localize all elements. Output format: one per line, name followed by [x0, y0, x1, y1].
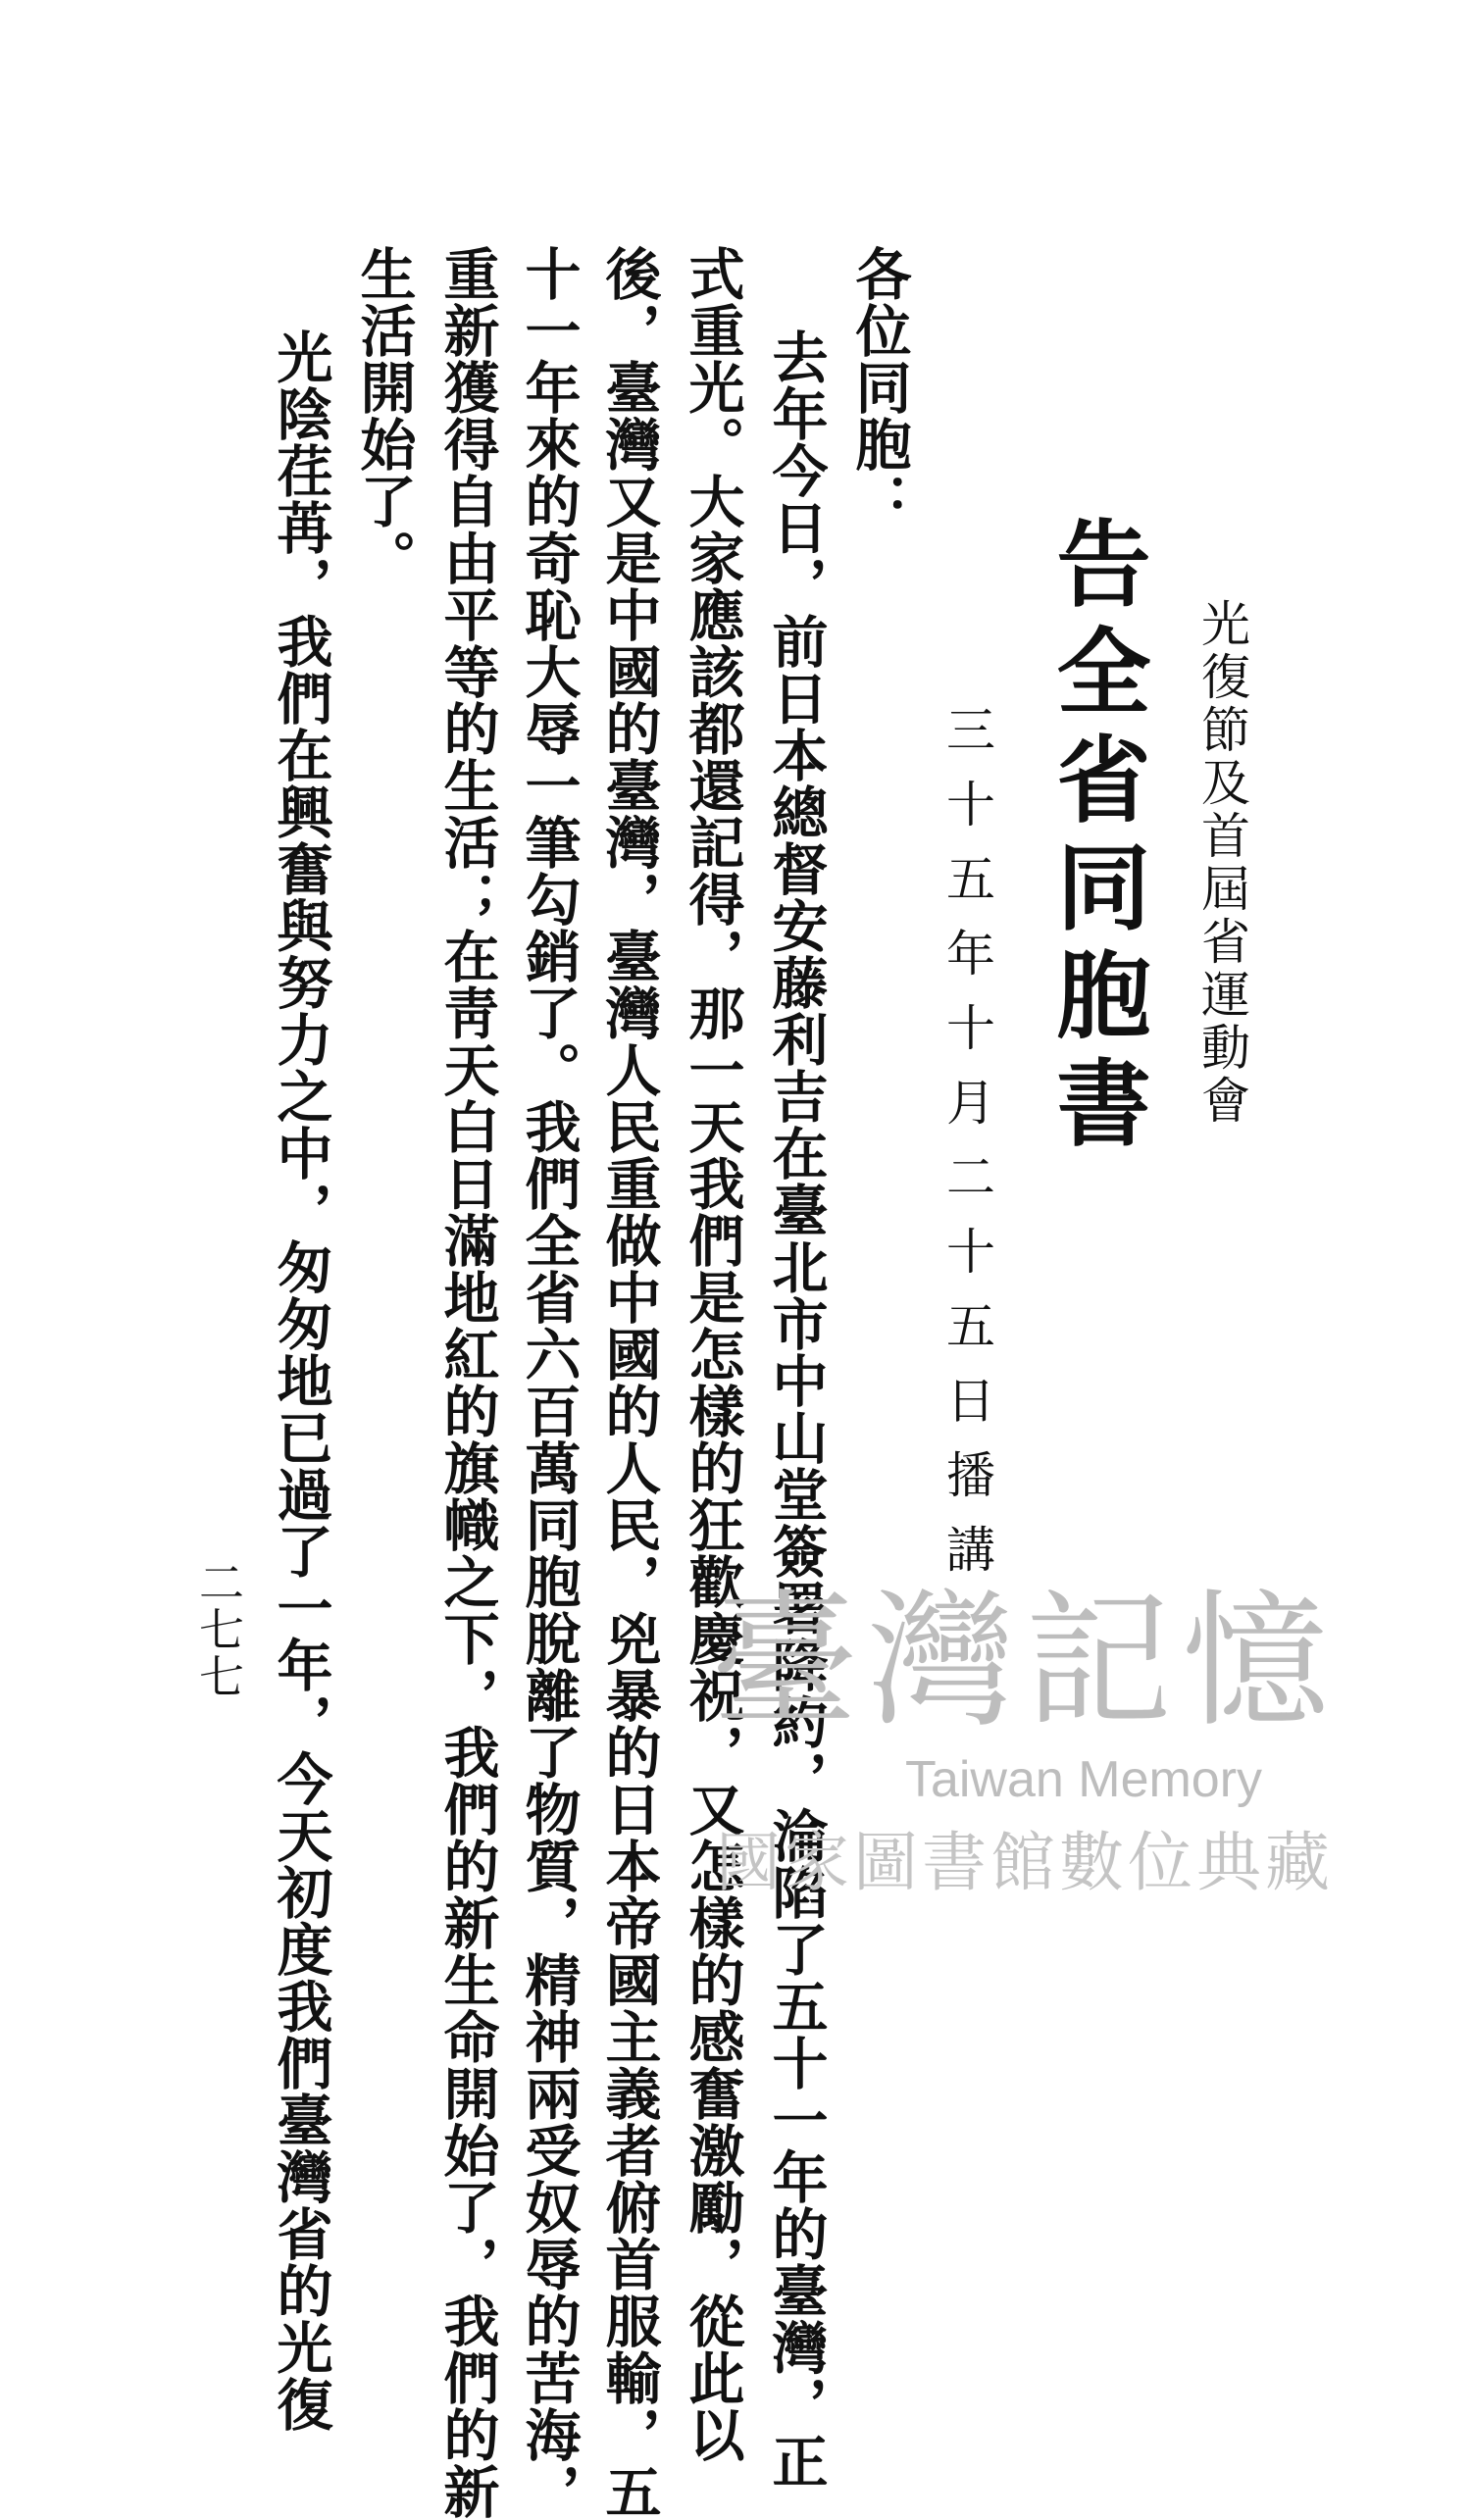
watermark-english: Taiwan Memory	[904, 1751, 1263, 1808]
body-column: 重新獲得自由平等的生活；在靑天白日滿地紅的旗幟之下，我們的新生命開始了，我們的新	[434, 245, 500, 2520]
body-column: 後，臺灣又是中國的臺灣，臺灣人民重做中國的人民，兇暴的日本帝國主義者俯首服輸，五	[596, 245, 662, 2520]
body-column: 十一年來的奇恥大辱一筆勾銷了。我們全省六百萬同胞脫離了物質，精神兩受奴辱的苦海，	[516, 245, 582, 2520]
watermark-subtitle: 國家圖書館數位典藏	[716, 1825, 1334, 1900]
document-title: 告全省同胞書	[1041, 515, 1152, 1162]
body-column: 光陰荏苒，我們在興奮與努力之中，匆匆地已過了一年，今天初度我們臺灣省的光復	[268, 328, 333, 2433]
page-number: 二七七	[192, 1559, 245, 1700]
body-column: 式重光。大家應該都還記得，那一天我們是怎樣的狂歡慶祝，又怎樣的感奮激勵，從此以	[680, 245, 745, 2463]
broadcast-date: 三十五年十月二十五日播講	[938, 704, 995, 1598]
occasion-heading: 光復節及首屆省運動會	[1193, 598, 1250, 1128]
watermark-title: 臺灣記憶	[710, 1577, 1339, 1747]
body-column: 去年今日，前日本總督安藤利吉在臺北市中山堂簽署降約，淪陷了五十一年的臺灣，正	[763, 328, 829, 2490]
salutation: 各位同胞：	[846, 245, 912, 529]
body-column: 生活開始了。	[351, 245, 417, 586]
